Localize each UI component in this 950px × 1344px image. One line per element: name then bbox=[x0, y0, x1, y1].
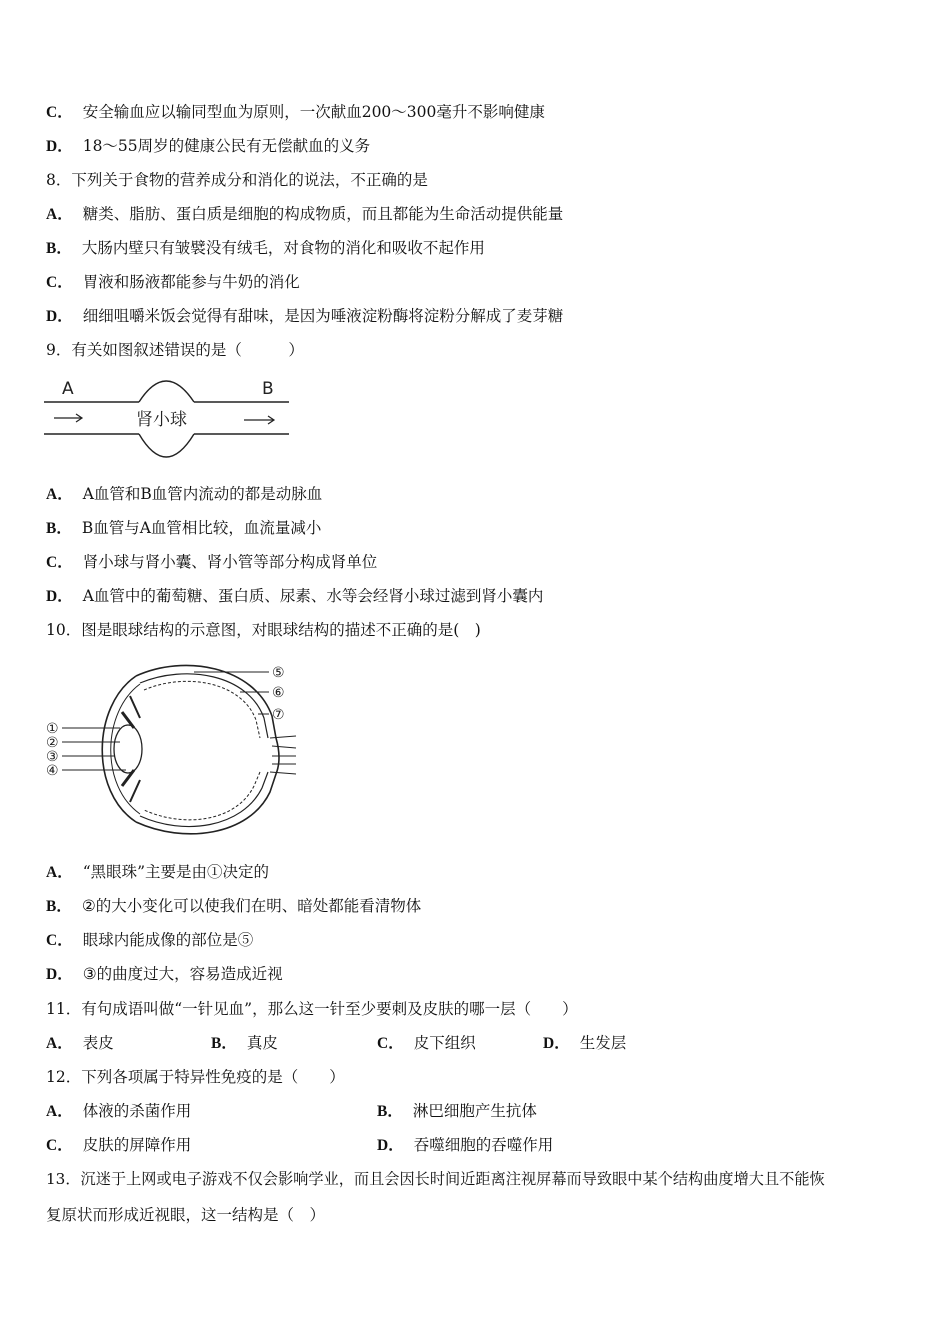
q9-option-a bbox=[46, 484, 322, 505]
q8-option-c bbox=[46, 272, 300, 293]
q9-option-b bbox=[46, 518, 321, 539]
optic-nerve bbox=[270, 736, 296, 774]
q12-option-c bbox=[46, 1135, 191, 1156]
option-text: 大肠内壁只有皱襞没有绒毛，对食物的消化和吸收不起作用 bbox=[81, 239, 485, 257]
q9-option-c bbox=[46, 552, 377, 573]
lens bbox=[114, 725, 142, 773]
option-text: 安全输血应以输同型血为原则，一次献血200～300毫升不影响健康 bbox=[82, 103, 545, 121]
q12-option-a bbox=[46, 1101, 191, 1122]
option-text: 吞噬细胞的吞噬作用 bbox=[413, 1136, 554, 1154]
option-text: 生发层 bbox=[579, 1034, 627, 1052]
option-text: 体液的杀菌作用 bbox=[82, 1102, 192, 1120]
option-text: ②的大小变化可以使我们在明、暗处都能看清物体 bbox=[81, 897, 422, 915]
option-text: 皮下组织 bbox=[413, 1034, 476, 1052]
option-text: “黑眼珠”主要是由①决定的 bbox=[82, 863, 270, 881]
option-label: C． bbox=[46, 932, 73, 949]
eyeball-figure bbox=[44, 656, 300, 842]
mark-4: ④ bbox=[46, 763, 59, 779]
mark-3: ③ bbox=[46, 749, 59, 765]
option-label: A． bbox=[46, 486, 73, 503]
option-label: B． bbox=[46, 898, 72, 915]
option-text: 18～55周岁的健康公民有无偿献血的义务 bbox=[82, 137, 371, 155]
option-text: ③的曲度过大，容易造成近视 bbox=[82, 965, 283, 983]
q10-option-b bbox=[46, 896, 421, 917]
q8-option-b bbox=[46, 238, 485, 259]
option-label: D． bbox=[46, 308, 73, 325]
q7-option-c bbox=[46, 102, 545, 123]
q7-option-d bbox=[46, 136, 370, 157]
q8-option-a bbox=[46, 204, 563, 225]
q10-option-d bbox=[46, 964, 283, 985]
q11-option-b bbox=[211, 1033, 278, 1054]
q12-option-b bbox=[377, 1101, 537, 1122]
option-label: D． bbox=[46, 138, 73, 155]
q10-option-a bbox=[46, 862, 269, 883]
glomerulus-figure bbox=[44, 372, 292, 464]
iris bbox=[122, 712, 134, 786]
option-text: 真皮 bbox=[246, 1034, 278, 1052]
q10-stem: 10．图是眼球结构的示意图，对眼球结构的描述不正确的是( ) bbox=[46, 621, 481, 639]
option-text: 淋巴细胞产生抗体 bbox=[412, 1102, 537, 1120]
mark-6: ⑥ bbox=[272, 685, 285, 701]
option-text: A血管和B血管内流动的都是动脉血 bbox=[82, 485, 323, 503]
q8-option-d bbox=[46, 306, 563, 327]
option-label: A． bbox=[46, 1103, 73, 1120]
option-label: D． bbox=[46, 588, 73, 605]
option-label: D． bbox=[46, 966, 73, 983]
option-text: 胃液和肠液都能参与牛奶的消化 bbox=[82, 273, 300, 291]
q9-stem: 9．有关如图叙述错误的是（ ） bbox=[46, 341, 304, 359]
option-text: 肾小球与肾小囊、肾小管等部分构成肾单位 bbox=[82, 553, 378, 571]
q12-option-d bbox=[377, 1135, 553, 1156]
q12-stem: 12．下列各项属于特异性免疫的是（ ） bbox=[46, 1068, 345, 1086]
option-text: A血管中的葡萄糖、蛋白质、尿素、水等会经肾小球过滤到肾小囊内 bbox=[82, 587, 544, 605]
mark-2: ② bbox=[46, 735, 59, 751]
option-label: C． bbox=[46, 554, 73, 571]
option-label: B． bbox=[46, 240, 72, 257]
glomerulus-label: 肾小球 bbox=[136, 410, 187, 430]
option-label: C． bbox=[46, 274, 73, 291]
q11-option-c bbox=[377, 1033, 476, 1054]
option-label: C． bbox=[46, 1137, 73, 1154]
option-label: B． bbox=[211, 1035, 237, 1052]
option-text: 糖类、脂肪、蛋白质是细胞的构成物质，而且都能为生命活动提供能量 bbox=[82, 205, 564, 223]
mark-1: ① bbox=[46, 721, 59, 737]
mark-7: ⑦ bbox=[272, 707, 285, 723]
q11-option-d bbox=[543, 1033, 626, 1054]
q13-stem-line-1: 13．沉迷于上网或电子游戏不仅会影响学业，而且会因长时间近距离注视屏幕而导致眼中某个结构曲度增大且不能恢 bbox=[46, 1170, 825, 1188]
option-label: D． bbox=[543, 1035, 570, 1052]
option-text: B血管与A血管相比较，血流量减小 bbox=[81, 519, 322, 537]
label-b: B bbox=[262, 379, 274, 399]
option-text: 细细咀嚼米饭会觉得有甜味，是因为唾液淀粉酶将淀粉分解成了麦芽糖 bbox=[82, 307, 564, 325]
sclera bbox=[136, 665, 279, 833]
arrow-b bbox=[244, 416, 274, 424]
mark-5: ⑤ bbox=[272, 665, 285, 681]
option-text: 表皮 bbox=[82, 1034, 114, 1052]
option-label: C． bbox=[377, 1035, 404, 1052]
option-label: A． bbox=[46, 864, 73, 881]
option-label: D． bbox=[377, 1137, 404, 1154]
option-label: B． bbox=[46, 520, 72, 537]
option-text: 皮肤的屏障作用 bbox=[82, 1136, 192, 1154]
option-label: B． bbox=[377, 1103, 403, 1120]
q8-stem: 8．下列关于食物的营养成分和消化的说法，不正确的是 bbox=[46, 171, 428, 189]
q11-option-a bbox=[46, 1033, 114, 1054]
arrow-a bbox=[54, 414, 82, 422]
q9-option-d bbox=[46, 586, 543, 607]
label-a: A bbox=[62, 379, 74, 399]
option-text: 眼球内能成像的部位是⑤ bbox=[82, 931, 254, 949]
choroid bbox=[140, 674, 268, 827]
q13-stem-line-2: 复原状而形成近视眼，这一结构是（ ） bbox=[46, 1206, 326, 1224]
option-label: A． bbox=[46, 1035, 73, 1052]
q11-stem: 11．有句成语叫做“一针见血”，那么这一针至少要刺及皮肤的哪一层（ ） bbox=[46, 1000, 578, 1018]
option-label: C． bbox=[46, 104, 73, 121]
q10-option-c bbox=[46, 930, 253, 951]
ciliary-body bbox=[130, 696, 140, 802]
option-label: A． bbox=[46, 206, 73, 223]
retina bbox=[144, 681, 260, 820]
